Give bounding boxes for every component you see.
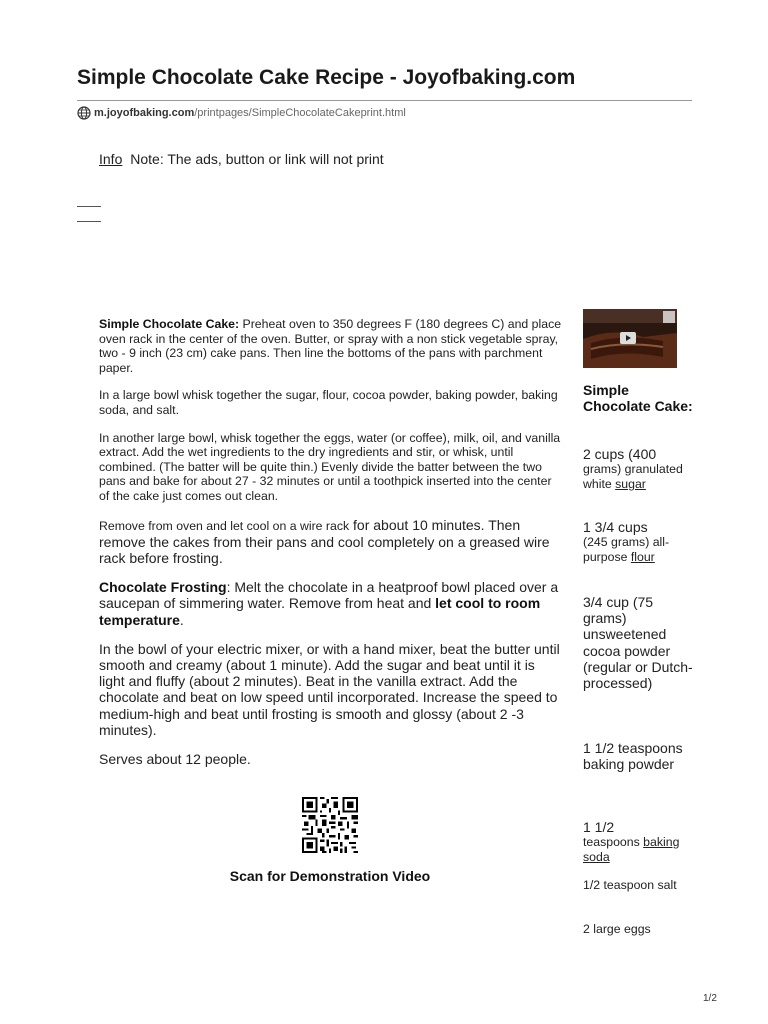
ingredient-link-baking-soda[interactable]: baking soda xyxy=(583,835,680,865)
info-link[interactable]: Info xyxy=(99,151,123,167)
ingredient-item xyxy=(583,740,693,772)
sidebar-title: Simple Chocolate Cake: xyxy=(583,382,693,415)
video-thumbnail[interactable] xyxy=(583,309,677,368)
frosting-text-b: . xyxy=(179,611,184,628)
cool-text-big: for about 10 minutes. Then remove the cakes from their pans and cool completely on a greased wire rack before frosting. xyxy=(99,516,550,566)
ingredient-qty: 3/4 cup (75 grams) unsweetened cocoa powder (regular or Dutch-processed) xyxy=(583,594,693,692)
ingredient-text: (245 grams) all-purpose xyxy=(583,535,670,565)
ingredient-desc xyxy=(583,462,693,492)
instructions xyxy=(99,317,562,780)
ingredient-qty: 1 3/4 cups xyxy=(583,519,648,535)
blank-link-1[interactable] xyxy=(77,206,101,207)
globe-icon xyxy=(77,106,91,120)
ingredient-qty: 2 cups (400 xyxy=(583,446,657,462)
ingredient-item xyxy=(583,519,693,565)
url-host: m.joyofbaking.com xyxy=(94,107,195,119)
cool-text-small: Remove from oven and let cool on a wire rack xyxy=(99,518,350,533)
ingredient-qty: 1 1/2 teaspoons baking powder xyxy=(583,740,683,773)
frosting-heading: Chocolate Frosting xyxy=(99,579,227,596)
cake-intro-text: Preheat oven to 350 degrees F (180 degrees C) and place oven rack in the center of the oven. Butter, or spray with a non stick vegetable spray, two - 9 inch (23 cm) cake pans. Then line the bottoms of the pans with parchment paper. xyxy=(99,317,562,375)
frosting-emphasis: let cool to room temperature xyxy=(99,595,541,628)
qr-caption: Scan for Demonstration Video xyxy=(229,868,431,884)
cake-heading: Simple Chocolate Cake: xyxy=(99,317,240,331)
ingredient-desc xyxy=(583,535,693,565)
qr-code-icon xyxy=(300,797,360,853)
ingredient-link-flour[interactable]: flour xyxy=(630,550,655,565)
instruction-mixer: In the bowl of your electric mixer, or with a hand mixer, beat the butter until smooth and creamy (about 1 minute). Add the sugar and beat until it is light and fluffy (about 2 minutes). Beat in the vanilla extract. Add the chocolate and beat on low speed until incorporated. Increase the speed to medium-high and beat until frosting is smooth and glossy (about 2 -3 minutes). xyxy=(99,640,560,738)
page-title: Simple Chocolate Cake Recipe - Joyofbaking.com xyxy=(77,66,576,89)
ingredient-text: 1/2 teaspoon salt xyxy=(583,878,677,892)
ingredient-link-sugar[interactable]: sugar xyxy=(615,477,646,492)
cake-video-thumbnail-image xyxy=(583,309,677,368)
instruction-frosting xyxy=(99,579,562,628)
ingredient-item xyxy=(583,922,693,937)
ingredient-item xyxy=(583,878,693,893)
ingredient-text: grams) granulated white xyxy=(583,462,683,492)
ingredient-item xyxy=(583,819,693,865)
ingredient-item xyxy=(583,446,693,492)
qr-code xyxy=(300,797,360,853)
url-path: /printpages/SimpleChocolateCakeprint.html xyxy=(194,107,406,119)
page-number: 1/2 xyxy=(703,993,717,1004)
ingredient-desc xyxy=(583,835,693,865)
info-note-text: Note: The ads, button or link will not print xyxy=(130,151,384,167)
ingredient-qty: 1 1/2 xyxy=(583,819,615,835)
info-note xyxy=(99,151,384,167)
instruction-cake-intro xyxy=(99,317,562,375)
blank-link-2[interactable] xyxy=(77,221,101,222)
source-url[interactable] xyxy=(77,106,406,120)
instruction-wet: In another large bowl, whisk together the eggs, water (or coffee), milk, oil, and vanilla extract. Add the wet ingredients to the dry ingredients and stir, or whisk, until combined. (The batter will be quite thin.) Evenly divide the batter between the two pans and bake for about 27 - 32 minutes or until a toothpick inserted into the center of the cake just comes out clean. xyxy=(99,430,561,503)
frosting-text-a: : Melt the chocolate in a heatproof bowl placed over a saucepan of simmering water. Remove from heat and xyxy=(99,579,559,612)
instruction-dry: In a large bowl whisk together the sugar, flour, cocoa powder, baking powder, baking soda, and salt. xyxy=(99,388,558,417)
ingredient-text: 2 large eggs xyxy=(583,922,651,936)
title-rule xyxy=(77,100,692,101)
ingredient-text: teaspoons xyxy=(583,835,644,850)
instruction-serves: Serves about 12 people. xyxy=(99,750,251,767)
instruction-cool xyxy=(99,517,562,567)
ingredient-item xyxy=(583,594,693,691)
